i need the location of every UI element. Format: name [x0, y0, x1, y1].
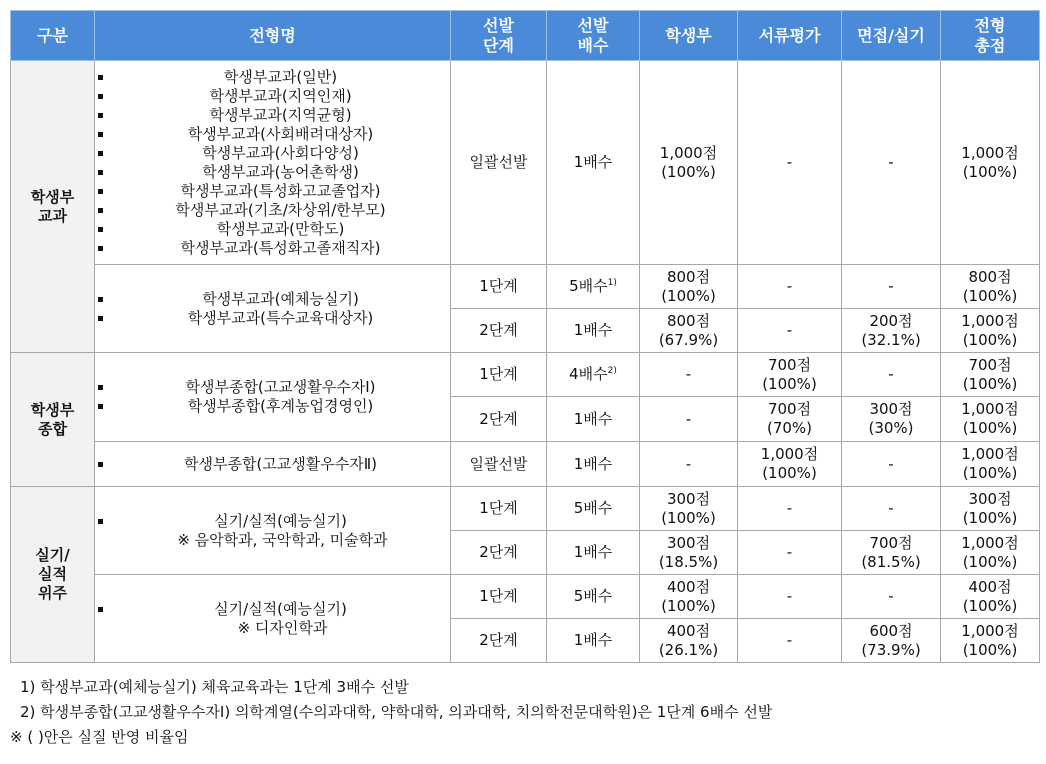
table-row	[11, 353, 1040, 397]
footnote-marker: 2)	[607, 366, 617, 376]
docs-cell: -	[738, 265, 842, 309]
list-item: 실기/실적(예능실기)	[95, 512, 450, 531]
record-cell: 300점 (100%)	[640, 487, 738, 531]
list-item: 학생부교과(농어촌학생)	[95, 163, 450, 182]
docs-cell: 700점 (70%)	[738, 397, 842, 442]
interview-cell: -	[842, 61, 941, 265]
list-item: 학생부교과(사회배려대상자)	[95, 125, 450, 144]
record-cell: 300점 (18.5%)	[640, 531, 738, 575]
stage-cell: 1단계	[451, 265, 547, 309]
interview-cell: 600점 (73.9%)	[842, 619, 941, 663]
interview-cell: -	[842, 442, 941, 487]
list-item: 학생부교과(특성화고졸재직자)	[95, 239, 450, 258]
table-row	[11, 442, 1040, 487]
interview-cell: 300점 (30%)	[842, 397, 941, 442]
list-item: 실기/실적(예능실기)	[95, 600, 450, 619]
record-cell: 1,000점 (100%)	[640, 61, 738, 265]
total-cell: 1,000점 (100%)	[941, 531, 1040, 575]
footnote-marker: 1)	[607, 278, 617, 288]
multiple-cell: 1배수	[547, 531, 640, 575]
header-multiple: 선발 배수	[547, 11, 640, 61]
multiple-cell: 5배수$^{1)}$	[547, 265, 640, 309]
total-cell: 800점 (100%)	[941, 265, 1040, 309]
interview-cell: -	[842, 487, 941, 531]
record-cell: -	[640, 353, 738, 397]
list-item: 학생부교과(예체능실기)	[95, 290, 450, 309]
stage-cell: 1단계	[451, 487, 547, 531]
interview-cell: 700점 (81.5%)	[842, 531, 941, 575]
stage-cell: 2단계	[451, 309, 547, 353]
record-cell: 400점 (26.1%)	[640, 619, 738, 663]
header-row	[11, 11, 1040, 61]
stage-cell: 2단계	[451, 531, 547, 575]
stage-cell: 1단계	[451, 575, 547, 619]
stage-cell: 일괄선발	[451, 61, 547, 265]
header-stage: 선발 단계	[451, 11, 547, 61]
list-item: 학생부교과(만학도)	[95, 220, 450, 239]
multiple-cell: 5배수	[547, 487, 640, 531]
list-item: 학생부교과(특성화고교졸업자)	[95, 182, 450, 201]
multiple-cell: 1배수	[547, 397, 640, 442]
docs-cell: -	[738, 531, 842, 575]
header-name: 전형명	[95, 11, 451, 61]
multiple-cell: 4배수$^{2)}$	[547, 353, 640, 397]
docs-cell: 700점 (100%)	[738, 353, 842, 397]
list-item: 학생부종합(고교생활우수자Ⅱ)	[95, 455, 450, 474]
table-row	[11, 265, 1040, 309]
interview-cell: -	[842, 575, 941, 619]
names-cell-g6	[95, 575, 451, 663]
record-cell: 800점 (100%)	[640, 265, 738, 309]
names-cell-g1	[95, 61, 451, 265]
record-cell: 400점 (100%)	[640, 575, 738, 619]
interview-cell: 200점 (32.1%)	[842, 309, 941, 353]
names-cell-g5	[95, 487, 451, 575]
multiple-cell: 1배수	[547, 442, 640, 487]
table-row	[11, 575, 1040, 619]
names-cell-g3	[95, 353, 451, 442]
footnote-1: 1) 학생부교과(예체능실기) 체육교육과는 1단계 3배수 선발	[20, 678, 409, 696]
record-cell: -	[640, 397, 738, 442]
docs-cell: 1,000점 (100%)	[738, 442, 842, 487]
names-cell-g4	[95, 442, 451, 487]
header-interview: 면접/실기	[842, 11, 941, 61]
total-cell: 1,000점 (100%)	[941, 442, 1040, 487]
total-cell: 1,000점 (100%)	[941, 309, 1040, 353]
list-item: 학생부교과(일반)	[95, 68, 450, 87]
total-cell: 1,000점 (100%)	[941, 61, 1040, 265]
stage-cell: 일괄선발	[451, 442, 547, 487]
list-item: 학생부교과(기초/차상위/한부모)	[95, 201, 450, 220]
multiple-cell: 5배수	[547, 575, 640, 619]
stage-cell: 2단계	[451, 397, 547, 442]
list-item: 학생부교과(특수교육대상자)	[95, 309, 450, 328]
docs-cell: -	[738, 575, 842, 619]
table-row	[11, 487, 1040, 531]
docs-cell: -	[738, 309, 842, 353]
record-cell: 800점 (67.9%)	[640, 309, 738, 353]
names-cell-g2	[95, 265, 451, 353]
list-item: 학생부교과(지역인재)	[95, 87, 450, 106]
header-category: 구분	[11, 11, 95, 61]
total-cell: 400점 (100%)	[941, 575, 1040, 619]
header-docs: 서류평가	[738, 11, 842, 61]
header-record: 학생부	[640, 11, 738, 61]
docs-cell: -	[738, 487, 842, 531]
footnote-2: 2) 학생부종합(고교생활우수자Ⅰ) 의학계열(수의과대학, 약학대학, 의과대학, 치의학전문대학원)은 1단계 6배수 선발	[20, 703, 773, 721]
interview-cell: -	[842, 265, 941, 309]
multiple-cell: 1배수	[547, 309, 640, 353]
department-note: ※ 음악학과, 국악학과, 미술학과	[177, 530, 388, 549]
table-row	[11, 61, 1040, 265]
footnote-ratio: ※ ( )안은 실질 반영 비율임	[10, 728, 189, 746]
list-item: 학생부교과(지역균형)	[95, 106, 450, 125]
header-total: 전형 총점	[941, 11, 1040, 61]
record-cell: -	[640, 442, 738, 487]
category-silgi: 실기/ 실적 위주	[11, 487, 95, 663]
multiple-cell: 1배수	[547, 619, 640, 663]
docs-cell: -	[738, 61, 842, 265]
total-cell: 700점 (100%)	[941, 353, 1040, 397]
admission-table	[10, 10, 1040, 663]
total-cell: 1,000점 (100%)	[941, 619, 1040, 663]
multiple-cell: 1배수	[547, 61, 640, 265]
list-item: 학생부종합(후계농업경영인)	[95, 397, 450, 416]
total-cell: 1,000점 (100%)	[941, 397, 1040, 442]
total-cell: 300점 (100%)	[941, 487, 1040, 531]
docs-cell: -	[738, 619, 842, 663]
stage-cell: 2단계	[451, 619, 547, 663]
interview-cell: -	[842, 353, 941, 397]
category-gyogwa: 학생부 교과	[11, 61, 95, 353]
list-item: 학생부종합(고교생활우수자Ⅰ)	[95, 378, 450, 397]
category-jonghap: 학생부 종합	[11, 353, 95, 487]
list-item: 학생부교과(사회다양성)	[95, 144, 450, 163]
footnotes	[10, 675, 772, 750]
stage-cell: 1단계	[451, 353, 547, 397]
department-note: ※ 디자인학과	[237, 618, 328, 637]
